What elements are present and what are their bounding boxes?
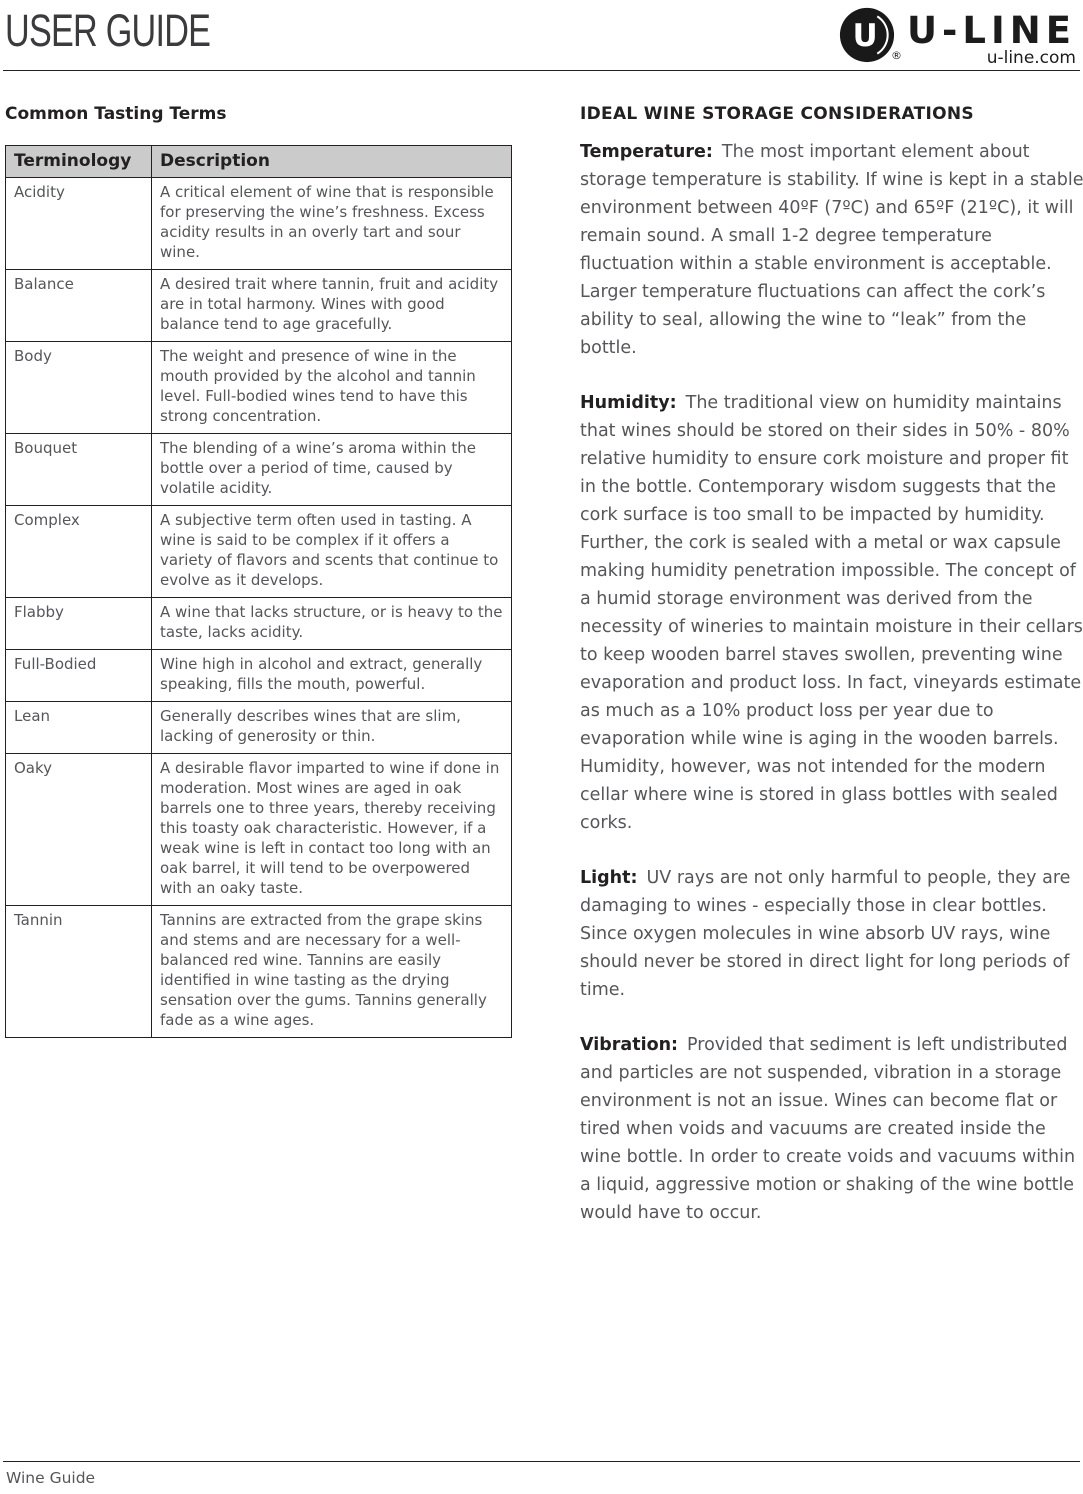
paragraph-text: The traditional view on humidity maintains that wines should be stored on their sides in 50% - 80% relative humidity to ensure cork moisture and proper fit in the bottle. Contemporary wisdom suggests that the cork surface is too small to be impacted by humidity. Further, the cork is sealed with a metal or wax capsule making humidity penetration impossible. The concept of a humid storage environment was derived from the necessity of wineries to maintain moisture in their cellars to keep wooden barrel staves swollen, preventing wine evaporation and product loss. In fact, vineyards estimate as much as a 10% product loss per year due to evaporation while wine is aging in the wooden barrels. Humidity, however, was not intended for the modern cellar where wine is stored in glass bottles with sealed corks. bbox=[580, 393, 1083, 833]
storage-paragraph-vibration bbox=[580, 1031, 1083, 1227]
storage-considerations-section bbox=[580, 104, 1083, 1254]
uline-logo bbox=[839, 6, 1078, 68]
paragraph-text: Provided that sediment is left undistributed and particles are not suspended, vibration in a storage environment is not an issue. Wines can become flat or tired when voids and vacuums are created inside the wine bottle. In order to create voids and vacuums within a liquid, aggressive motion or shaking of the wine bottle would have to occur. bbox=[580, 1035, 1076, 1223]
storage-paragraph-humidity bbox=[580, 389, 1083, 837]
page-content bbox=[3, 71, 1083, 1254]
tasting-terms-table bbox=[5, 145, 512, 1038]
table-row bbox=[6, 702, 512, 754]
brand-text bbox=[907, 6, 1076, 68]
logo-letter: U bbox=[852, 18, 878, 55]
description-cell: Tannins are extracted from the grape skins and stems and are necessary for a well-balanced red wine. Tannins are easily identified in wine tasting as the drying sensation over the gums. Tannins generally fade as a wine ages. bbox=[152, 906, 512, 1038]
table-row bbox=[6, 434, 512, 506]
table-row bbox=[6, 906, 512, 1038]
description-cell: Generally describes wines that are slim, lacking of generosity or thin. bbox=[152, 702, 512, 754]
paragraph-label: Light: bbox=[580, 868, 638, 888]
uline-logo-icon bbox=[839, 6, 902, 64]
paragraph-text: UV rays are not only harmful to people, they are damaging to wines - especially those in clear bottles. Since oxygen molecules in wine absorb UV rays, wine should never be stored in direct light for long periods of time. bbox=[580, 868, 1071, 1000]
tasting-terms-title: Common Tasting Terms bbox=[5, 104, 227, 124]
table-row bbox=[6, 270, 512, 342]
term-cell: Balance bbox=[6, 270, 152, 342]
paragraph-label: Temperature: bbox=[580, 142, 713, 162]
footer-label: Wine Guide bbox=[6, 1469, 96, 1487]
term-cell: Complex bbox=[6, 506, 152, 598]
table-row bbox=[6, 178, 512, 270]
column-header-terminology: Terminology bbox=[6, 146, 152, 178]
term-cell: Tannin bbox=[6, 906, 152, 1038]
brand-name: U-LINE bbox=[907, 9, 1076, 52]
paragraph-text: The most important element about storage temperature is stability. If wine is kept in a stable environment between 40ºF (7ºC) and 65ºF (21ºC), it will remain sound. A small 1-2 degree temperature fluctuation within a stable environment is acceptable. Larger temperature fluctuations can affect the cork’s ability to seal, allowing the wine to “leak” from the bottle. bbox=[580, 142, 1083, 358]
storage-paragraph-light bbox=[580, 864, 1083, 1004]
description-cell: A critical element of wine that is responsible for preserving the wine’s freshness. Excess acidity results in an overly tart and sour wine. bbox=[152, 178, 512, 270]
description-cell: Wine high in alcohol and extract, generally speaking, fills the mouth, powerful. bbox=[152, 650, 512, 702]
table-row bbox=[6, 598, 512, 650]
document-title: USER GUIDE bbox=[5, 5, 211, 56]
table-header-row bbox=[6, 146, 512, 178]
table-row bbox=[6, 342, 512, 434]
description-cell: The weight and presence of wine in the mouth provided by the alcohol and tannin level. Full-bodied wines tend to have this strong concentration. bbox=[152, 342, 512, 434]
term-cell: Oaky bbox=[6, 754, 152, 906]
table-row bbox=[6, 650, 512, 702]
storage-paragraph-temperature bbox=[580, 138, 1083, 362]
storage-considerations-title: IDEAL WINE STORAGE CONSIDERATIONS bbox=[580, 104, 974, 124]
tasting-terms-section bbox=[5, 104, 514, 1254]
brand-website: u-line.com bbox=[986, 48, 1076, 68]
table-row bbox=[6, 506, 512, 598]
registered-trademark: ® bbox=[891, 49, 902, 62]
term-cell: Flabby bbox=[6, 598, 152, 650]
term-cell: Full-Bodied bbox=[6, 650, 152, 702]
table-row bbox=[6, 754, 512, 906]
description-cell: A subjective term often used in tasting. A wine is said to be complex if it offers a variety of flavors and scents that continue to evolve as it develops. bbox=[152, 506, 512, 598]
page-header bbox=[3, 0, 1080, 71]
page-footer bbox=[3, 1461, 1080, 1487]
term-cell: Body bbox=[6, 342, 152, 434]
term-cell: Lean bbox=[6, 702, 152, 754]
column-header-description: Description bbox=[152, 146, 512, 178]
description-cell: The blending of a wine’s aroma within the bottle over a period of time, caused by volatile acidity. bbox=[152, 434, 512, 506]
term-cell: Acidity bbox=[6, 178, 152, 270]
paragraph-label: Humidity: bbox=[580, 393, 677, 413]
description-cell: A wine that lacks structure, or is heavy to the taste, lacks acidity. bbox=[152, 598, 512, 650]
description-cell: A desired trait where tannin, fruit and acidity are in total harmony. Wines with good balance tend to age gracefully. bbox=[152, 270, 512, 342]
term-cell: Bouquet bbox=[6, 434, 152, 506]
description-cell: A desirable flavor imparted to wine if done in moderation. Most wines are aged in oak barrels one to three years, thereby receiving this toasty oak characteristic. However, if a weak wine is left in contact too long with an oak barrel, it will tend to be overpowered with an oaky taste. bbox=[152, 754, 512, 906]
paragraph-label: Vibration: bbox=[580, 1035, 679, 1055]
